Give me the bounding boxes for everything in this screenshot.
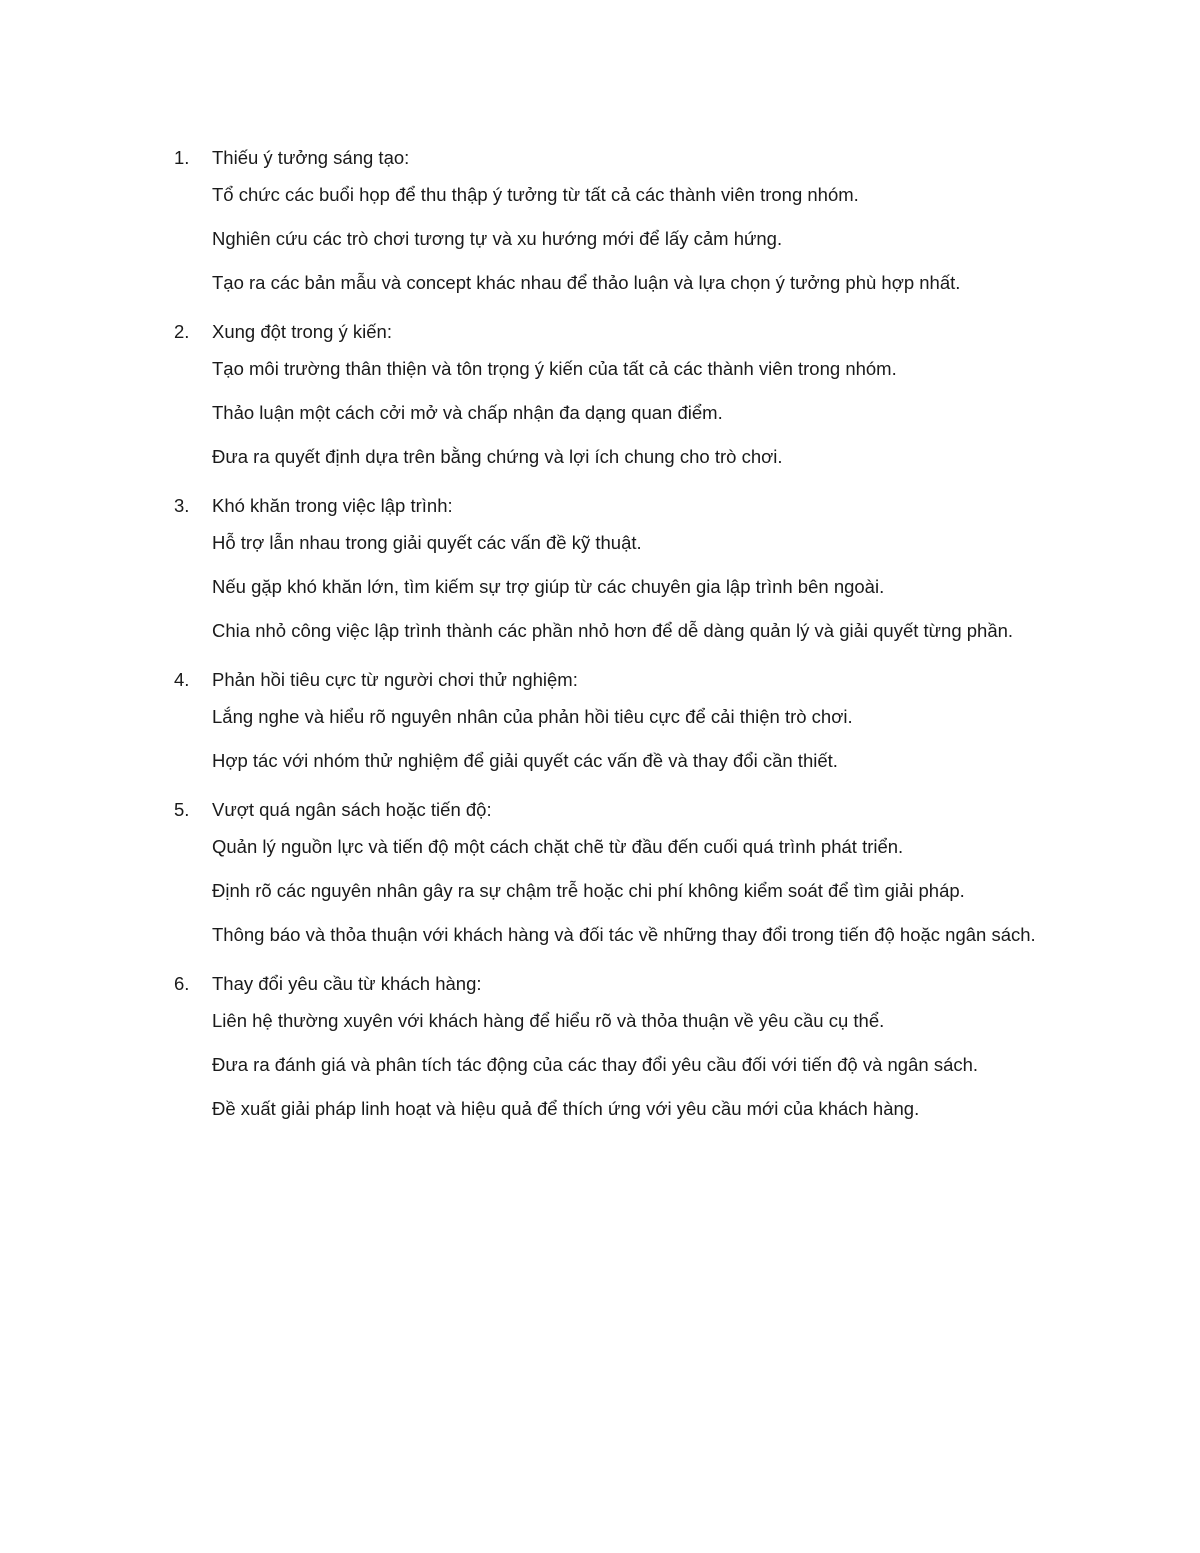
list-item: Thông báo và thỏa thuận với khách hàng và đối tác về những thay đổi trong tiến độ hoặc ngân sách. <box>212 924 1036 945</box>
section-items <box>0 526 1200 658</box>
list-item: Liên hệ thường xuyên với khách hàng để hiểu rõ và thỏa thuận về yêu cầu cụ thể. <box>212 1010 885 1031</box>
list-item: Nếu gặp khó khăn lớn, tìm kiếm sự trợ giúp từ các chuyên gia lập trình bên ngoài. <box>212 576 885 597</box>
section-4 <box>0 660 1200 788</box>
section-heading <box>0 312 1200 352</box>
section-title: Thiếu ý tưởng sáng tạo: <box>212 147 410 168</box>
section-title: Xung đột trong ý kiến: <box>212 321 392 342</box>
list-item: Hợp tác với nhóm thử nghiệm để giải quyết các vấn đề và thay đổi cần thiết. <box>212 750 838 771</box>
list-item: Lắng nghe và hiểu rõ nguyên nhân của phản hồi tiêu cực để cải thiện trò chơi. <box>212 706 853 727</box>
section-heading <box>0 964 1200 1004</box>
list-item: Hỗ trợ lẫn nhau trong giải quyết các vấn đề kỹ thuật. <box>212 532 642 553</box>
section-number: 2. <box>174 321 190 342</box>
section-number: 6. <box>174 973 190 994</box>
section-items <box>0 178 1200 310</box>
section-heading <box>0 486 1200 526</box>
list-item: Thảo luận một cách cởi mở và chấp nhận đa dạng quan điểm. <box>212 402 723 423</box>
section-title: Phản hồi tiêu cực từ người chơi thử nghiệm: <box>212 669 578 690</box>
section-items <box>0 830 1200 962</box>
list-item: Đề xuất giải pháp linh hoạt và hiệu quả để thích ứng với yêu cầu mới của khách hàng. <box>212 1098 920 1119</box>
section-2 <box>0 312 1200 484</box>
section-items <box>0 352 1200 484</box>
section-number: 1. <box>174 147 190 168</box>
section-6 <box>0 964 1200 1136</box>
list-item: Tạo ra các bản mẫu và concept khác nhau để thảo luận và lựa chọn ý tưởng phù hợp nhất. <box>212 272 961 293</box>
section-number: 5. <box>174 799 190 820</box>
section-items <box>0 700 1200 788</box>
section-title: Khó khăn trong việc lập trình: <box>212 495 453 516</box>
list-item: Quản lý nguồn lực và tiến độ một cách chặt chẽ từ đầu đến cuối quá trình phát triển. <box>212 836 904 857</box>
list-item: Định rõ các nguyên nhân gây ra sự chậm trễ hoặc chi phí không kiểm soát để tìm giải pháp. <box>212 880 965 901</box>
list-item: Tổ chức các buổi họp để thu thập ý tưởng từ tất cả các thành viên trong nhóm. <box>212 184 859 205</box>
section-number: 4. <box>174 669 190 690</box>
section-number: 3. <box>174 495 190 516</box>
section-title: Thay đổi yêu cầu từ khách hàng: <box>212 973 482 994</box>
section-1 <box>0 138 1200 310</box>
section-heading <box>0 790 1200 830</box>
section-heading <box>0 138 1200 178</box>
section-3 <box>0 486 1200 658</box>
list-item: Nghiên cứu các trò chơi tương tự và xu hướng mới để lấy cảm hứng. <box>212 228 783 249</box>
section-heading <box>0 660 1200 700</box>
section-items <box>0 1004 1200 1136</box>
list-item: Chia nhỏ công việc lập trình thành các phần nhỏ hơn để dễ dàng quản lý và giải quyết từng phần. <box>212 620 1014 641</box>
list-item: Tạo môi trường thân thiện và tôn trọng ý kiến của tất cả các thành viên trong nhóm. <box>212 358 897 379</box>
list-item: Đưa ra đánh giá và phân tích tác động của các thay đổi yêu cầu đối với tiến độ và ngân sách. <box>212 1054 979 1075</box>
section-5 <box>0 790 1200 962</box>
list-item: Đưa ra quyết định dựa trên bằng chứng và lợi ích chung cho trò chơi. <box>212 446 783 467</box>
section-title: Vượt quá ngân sách hoặc tiến độ: <box>212 799 492 820</box>
